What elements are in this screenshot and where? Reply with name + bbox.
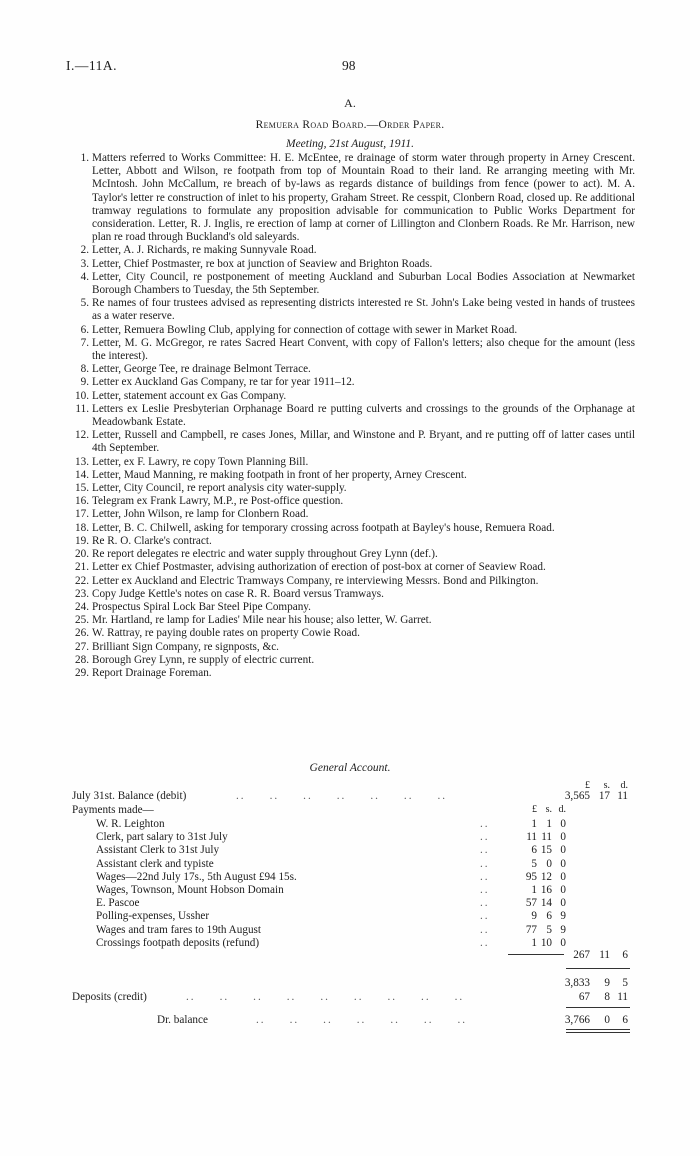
payment-pence: 9 [560,923,566,936]
payment-shillings: 11 [541,831,552,844]
order-item-number: 11. [75,402,89,415]
order-item [72,667,635,680]
leader-dots: .. [480,936,490,949]
order-item-text: Report Drainage Foreman. [92,666,212,679]
order-item-number: 28. [75,653,89,666]
payment-pounds: 57 [525,897,537,910]
payment-pence: 0 [560,818,566,830]
order-item-number: 6. [80,323,89,336]
order-item [72,482,635,495]
order-item [72,614,635,627]
payment-shillings: 10 [540,936,552,949]
deposits-label: Deposits (credit) [72,991,147,1003]
order-item [72,561,635,574]
order-item [72,508,635,521]
order-item-number: 24. [75,600,89,613]
order-item-number: 10. [75,389,89,402]
order-item-text: Letter, B. C. Chilwell, asking for temporary crossing across footpath at Bayley's house, Remuera Road. [92,521,555,534]
order-item [72,403,635,429]
order-item-number: 1. [80,152,89,164]
meeting-date: Meeting, 21st August, 1911. [286,138,414,150]
order-item [72,456,635,469]
order-item-number: 4. [80,270,89,283]
order-item-text: Letter ex Auckland Gas Company, re tar for year 1911–12. [92,376,355,389]
order-item-text: Telegram ex Frank Lawry, M.P., re Post-office question. [92,495,344,508]
order-item-text: Letter, John Wilson, re lamp for Clonbern Road. [92,508,309,521]
order-item-number: 16. [75,495,89,508]
payment-row [0,923,700,937]
balance-label: Dr. balance [157,1014,208,1026]
payment-shillings: 14 [540,897,552,910]
leader-dots: .. [480,844,490,857]
payments-made-row: Payments made— £ s. d. [72,804,566,816]
document-title: Remuera Road Board.—Order Paper. [255,119,445,131]
order-item-text: Letter, ex F. Lawry, re copy Town Planning Bill. [92,455,309,468]
order-item-number: 25. [75,614,89,627]
payment-pence: 0 [560,844,566,857]
order-item-number: 15. [75,482,89,495]
double-rule-line [566,1032,630,1033]
order-item-number: 13. [75,455,89,468]
payment-pounds: 6 [531,844,537,857]
general-account-title: General Account. [309,762,391,774]
payment-shillings: 5 [546,923,552,936]
order-item [72,469,635,482]
order-item [72,588,635,601]
currency-header-right: £ s. d. [585,780,628,791]
order-item-text: Letter, City Council, re postponement of meeting Auckland and Suburban Local Bodies Association at Newmarket Borough Chambers to Tuesday, the 5th September. [92,270,635,297]
order-item-text: W. Rattray, re paying double rates on property Cowie Road. [92,627,360,640]
payment-pence: 0 [560,884,566,896]
order-item [72,152,635,244]
order-item [72,244,635,257]
leader-dots: .. [480,857,490,870]
order-item-number: 5. [80,297,89,310]
payment-label: Clerk, part salary to 31st July [96,831,228,844]
order-item-number: 8. [80,363,89,376]
leader-dots: .. [480,910,490,923]
subtotal-row: 3,833 9 5 [564,977,628,989]
order-item [72,297,635,323]
payment-row [0,883,700,897]
leader-dots: .. .. .. .. .. .. .. [256,1014,468,1026]
order-item-text: Letter, City Council, re report analysis city water-supply. [92,482,347,495]
order-item-text: Matters referred to Works Committee: H. E. McEntee, re drainage of storm water through property in Arney Crescent. Letter, Abbott and Wilson, re footpath from top of Mountain Road to their land. Re arranging meeting with Mr. McIntosh. John McCallum, re breach of by-laws as regards distance of buildings from fence (power to act). M. A. Taylor's letter re construction of inlet to his property, Graham Street. Re cesspit, Clonbern Road, closed up. Re additional tramway regulations to formulate any proposition advisable for communication to Public Works Department for consideration. Letter, R. J. Inglis, re erection of lamp at corner of Lillington and Clonbern Roads. Re Mr. Harrison, new plan re road through Buckland's old saleyards. [92,152,635,244]
payment-pence: 0 [560,897,566,910]
payment-shillings: 16 [540,884,552,896]
order-item-text: Prospectus Spiral Lock Bar Steel Pipe Company. [92,600,311,613]
order-item [72,548,635,561]
order-item-number: 23. [75,587,89,600]
payment-shillings: 0 [546,857,552,870]
order-item-text: Letter, Remuera Bowling Club, applying for connection of cottage with sewer in Market Road. [92,323,518,336]
payment-pounds: 9 [531,910,537,923]
order-item-text: Borough Grey Lynn, re supply of electric current. [92,653,315,666]
payment-pounds: 5 [531,857,537,870]
order-item-text: Letter, M. G. McGregor, re rates Sacred Heart Convent, with copy of Fallon's letters; also cheque for the amount (less the interest). [92,336,635,363]
order-item [72,522,635,535]
order-item-text: Letter, A. J. Richards, re making Sunnyvale Road. [92,244,317,257]
payment-shillings: 12 [540,870,552,883]
leader-dots: .. [480,818,490,830]
order-item-text: Mr. Hartland, re lamp for Ladies' Mile near his house; also letter, W. Garret. [92,614,432,627]
order-item-number: 7. [80,336,89,349]
payment-label: Wages, Townson, Mount Hobson Domain [96,884,284,896]
payment-pounds: 1 [531,884,537,896]
leader-dots: .. [480,897,490,910]
order-item-text: Re R. O. Clarke's contract. [92,534,212,547]
payment-label: Crossings footpath deposits (refund) [96,936,260,949]
order-item [72,429,635,455]
order-item [72,271,635,297]
order-item-number: 14. [75,468,89,481]
order-item [72,337,635,363]
payment-pence: 0 [560,831,566,844]
order-item-text: Letter ex Auckland and Electric Tramways Company, re interviewing Messrs. Bond and Pilkington. [92,574,539,587]
payment-pounds: 95 [525,870,537,883]
payment-shillings: 6 [546,910,552,923]
payment-row [0,830,700,844]
payment-row [0,896,700,910]
payment-label: Assistant clerk and typiste [96,857,214,870]
order-item-text: Letter, George Tee, re drainage Belmont Terrace. [92,363,311,376]
order-item-text: Copy Judge Kettle's notes on case R. R. Board versus Tramways. [92,587,384,600]
payment-row [0,909,700,923]
order-item-number: 17. [75,508,89,521]
payment-pence: 9 [560,910,566,923]
order-item [72,363,635,376]
leader-dots: .. [480,923,490,936]
leader-dots: .. [480,870,490,883]
order-item-text: Letter ex Chief Postmaster, advising authorization of erection of post-box at corner of Seaview Road. [92,561,546,574]
payment-row [0,870,700,884]
payment-label: Wages—22nd July 17s., 5th August £94 15s. [96,870,297,883]
opening-balance-label: July 31st. Balance (debit) [72,790,187,802]
order-item [72,258,635,271]
rule-line [566,968,630,969]
order-item [72,575,635,588]
order-item-number: 21. [75,561,89,574]
payment-shillings: 15 [540,844,552,857]
payment-pence: 0 [560,936,566,949]
payment-pence: 0 [560,870,566,883]
payment-label: Wages and tram fares to 19th August [96,923,262,936]
order-item-text: Re names of four trustees advised as representing districts interested re St. John's Lake being vested in hands of trustees as a water reserve. [92,297,635,323]
order-item-number: 29. [75,666,89,679]
payments-total-row: 267 11 6 [573,949,628,961]
order-item-text: Letters ex Leslie Presbyterian Orphanage Board re putting culverts and crossings to the grounds of the Orphanage at Meadowbank Estate. [92,402,635,429]
order-item [72,601,635,614]
order-paper-list [72,152,635,680]
order-item-number: 26. [75,627,89,640]
order-item-number: 2. [80,244,89,257]
leader-dots: .. [480,831,490,844]
order-item [72,324,635,337]
payment-row [0,843,700,857]
payment-label: W. R. Leighton [96,818,165,830]
order-item-number: 19. [75,534,89,547]
order-item-number: 20. [75,548,89,561]
rule-line [566,1007,630,1008]
order-item [72,627,635,640]
order-item-text: Letter, Russell and Campbell, re cases Jones, Millar, and Winstone and P. Bryant, and re putting off of latter cases until 4th September. [92,429,635,455]
page-header [66,58,664,74]
payment-label: E. Pascoe [96,897,140,910]
double-rule-line [566,1029,630,1030]
order-item-text: Letter, Maud Manning, re making footpath in front of her property, Arney Crescent. [92,468,467,481]
payment-row [0,857,700,871]
order-item [72,535,635,548]
payment-row [0,817,700,831]
order-item [72,641,635,654]
deposits-row: Deposits (credit) .. .. .. .. .. .. .. .. .. 67 8 11 [72,991,628,1003]
document-reference: I.—11A. [66,58,117,73]
order-item [72,495,635,508]
order-item-number: 18. [75,521,89,534]
order-item-number: 3. [80,257,89,270]
payment-label: Polling-expenses, Ussher [96,910,210,923]
order-item-number: 27. [75,640,89,653]
order-item-text: Letter, Chief Postmaster, re box at junction of Seaview and Brighton Roads. [92,257,433,270]
order-item-number: 12. [75,429,89,442]
page-number: 98 [342,58,356,73]
order-item [72,654,635,667]
payment-pounds: 1 [531,818,537,830]
appendix-letter: A. [344,96,356,110]
opening-balance-row: July 31st. Balance (debit) .. .. .. .. .. .. .. 3,565 17 11 [72,790,628,802]
payment-pounds: 11 [526,831,537,844]
order-item [72,376,635,389]
leader-dots: .. [480,884,490,896]
order-item-text: Re report delegates re electric and water supply throughout Grey Lynn (def.). [92,548,438,561]
leader-dots: .. .. .. .. .. .. .. .. .. [186,991,465,1003]
order-item-number: 22. [75,574,89,587]
payment-pounds: 77 [525,923,537,936]
order-item-number: 9. [80,376,89,389]
leader-dots: .. .. .. .. .. .. .. [236,790,448,802]
payment-pence: 0 [560,857,566,870]
payments-made-label: Payments made— [72,804,154,816]
payment-shillings: 1 [546,818,552,830]
payment-label: Assistant Clerk to 31st July [96,844,220,857]
order-item-text: Letter, statement account ex Gas Company. [92,389,287,402]
order-item [72,390,635,403]
order-item-text: Brilliant Sign Company, re signposts, &c. [92,640,279,653]
balance-row: Dr. balance .. .. .. .. .. .. .. 3,766 0 6 [157,1014,628,1026]
payment-pounds: 1 [531,936,537,949]
